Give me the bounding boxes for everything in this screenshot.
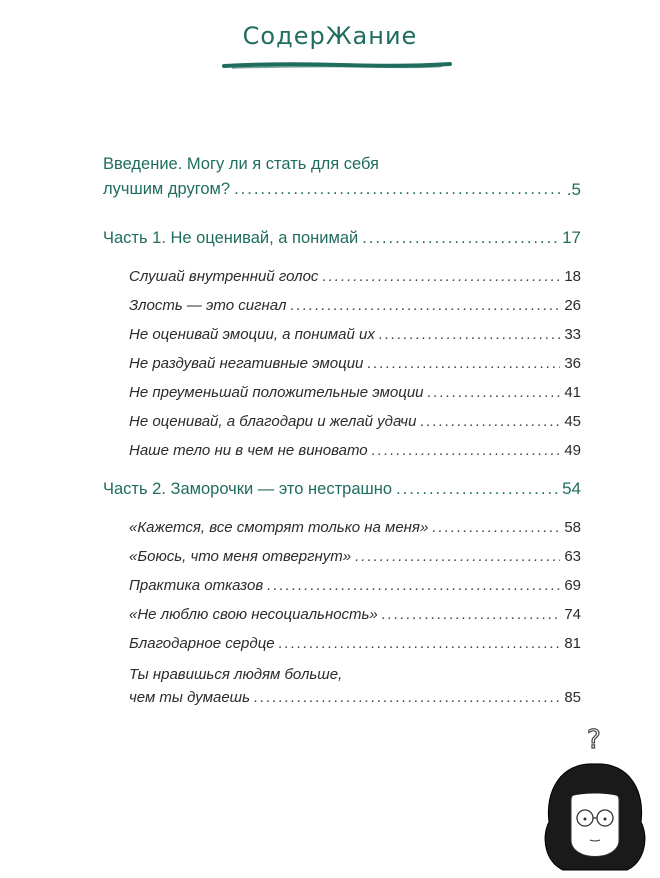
toc-entry-label: «Боюсь, что меня отвергнут» (129, 548, 352, 565)
toc-entry-intro[interactable] (103, 152, 581, 202)
toc-page-number: .5 (566, 180, 581, 199)
toc-page-number: 49 (564, 442, 581, 459)
toc-entry[interactable] (129, 378, 581, 407)
dot-leader (290, 291, 560, 320)
toc-entry-label: Слушай внутренний голос (129, 268, 319, 285)
toc-entry-label: Практика отказов (129, 577, 264, 594)
toc-page-number: 54 (562, 479, 581, 498)
toc-entry[interactable] (129, 571, 581, 600)
toc-intro-line1: Введение. Могу ли я стать для себя (103, 155, 379, 173)
dot-leader (322, 262, 560, 291)
dot-leader (432, 513, 560, 542)
toc-entry-label: Не раздувай негативные эмоции (129, 355, 364, 372)
toc-entry[interactable] (129, 436, 581, 465)
toc-entry[interactable] (129, 407, 581, 436)
toc-part-label: Часть 2. Заморочки — это нестрашно (103, 480, 393, 498)
toc-entry-part-2[interactable] (103, 479, 581, 499)
dot-leader (279, 629, 561, 658)
dot-leader (372, 436, 561, 465)
toc-entry-part-1[interactable] (103, 228, 581, 248)
toc-page-number: 26 (564, 297, 581, 314)
title-underline (222, 60, 452, 70)
toc-page-number: 85 (564, 689, 581, 706)
table-of-contents (103, 152, 581, 710)
girl-illustration (535, 722, 655, 872)
dot-leader (396, 480, 558, 499)
toc-entry[interactable] (129, 349, 581, 378)
toc-page-number: 41 (564, 384, 581, 401)
dot-leader (362, 229, 558, 248)
toc-entry-label: «Кажется, все смотрят только на меня» (129, 519, 429, 536)
toc-part-label: Часть 1. Не оценивай, а понимай (103, 229, 359, 247)
toc-page-number: 63 (564, 548, 581, 565)
dot-leader (254, 686, 560, 710)
dot-leader (367, 349, 560, 378)
page-title: СодерЖание (242, 22, 418, 50)
dot-leader (234, 177, 563, 202)
toc-entry-label: Благодарное сердце (129, 635, 275, 652)
toc-page-number: 81 (564, 635, 581, 652)
toc-part-2-items (103, 513, 581, 710)
toc-entry-label-line1: Ты нравишься людям больше, (129, 666, 343, 683)
toc-page-number: 17 (562, 228, 581, 247)
toc-page-number: 18 (564, 268, 581, 285)
toc-entry-label: Наше тело ни в чем не виновато (129, 442, 368, 459)
toc-entry-label-line2: чем ты думаешь (129, 689, 251, 706)
toc-entry[interactable] (129, 600, 581, 629)
toc-entry[interactable] (129, 664, 581, 710)
toc-entry-label: Не преуменьшай положительные эмоции (129, 384, 424, 401)
toc-intro-line2: лучшим другом? (103, 180, 231, 198)
toc-part-1-items (103, 262, 581, 465)
toc-entry-label: Не оценивай, а благодари и желай удачи (129, 413, 417, 430)
toc-entry[interactable] (129, 291, 581, 320)
dot-leader (420, 407, 560, 436)
toc-entry-label: Злость — это сигнал (129, 297, 287, 314)
dot-leader (355, 542, 560, 571)
dot-leader (428, 378, 561, 407)
toc-entry-label: «Не люблю свою несоциальность» (129, 606, 378, 623)
toc-entry[interactable] (129, 629, 581, 658)
toc-page-number: 36 (564, 355, 581, 372)
toc-entry[interactable] (129, 262, 581, 291)
toc-entry-label: Не оценивай эмоции, а понимай их (129, 326, 375, 343)
toc-entry[interactable] (129, 542, 581, 571)
toc-page-number: 45 (564, 413, 581, 430)
toc-page-number: 74 (564, 606, 581, 623)
dot-leader (382, 600, 561, 629)
toc-entry[interactable] (129, 513, 581, 542)
toc-page-number: 33 (564, 326, 581, 343)
toc-page-number: 58 (564, 519, 581, 536)
dot-leader (379, 320, 560, 349)
dot-leader (267, 571, 560, 600)
toc-page-number: 69 (564, 577, 581, 594)
toc-entry[interactable] (129, 320, 581, 349)
svg-text:?: ? (587, 725, 601, 755)
